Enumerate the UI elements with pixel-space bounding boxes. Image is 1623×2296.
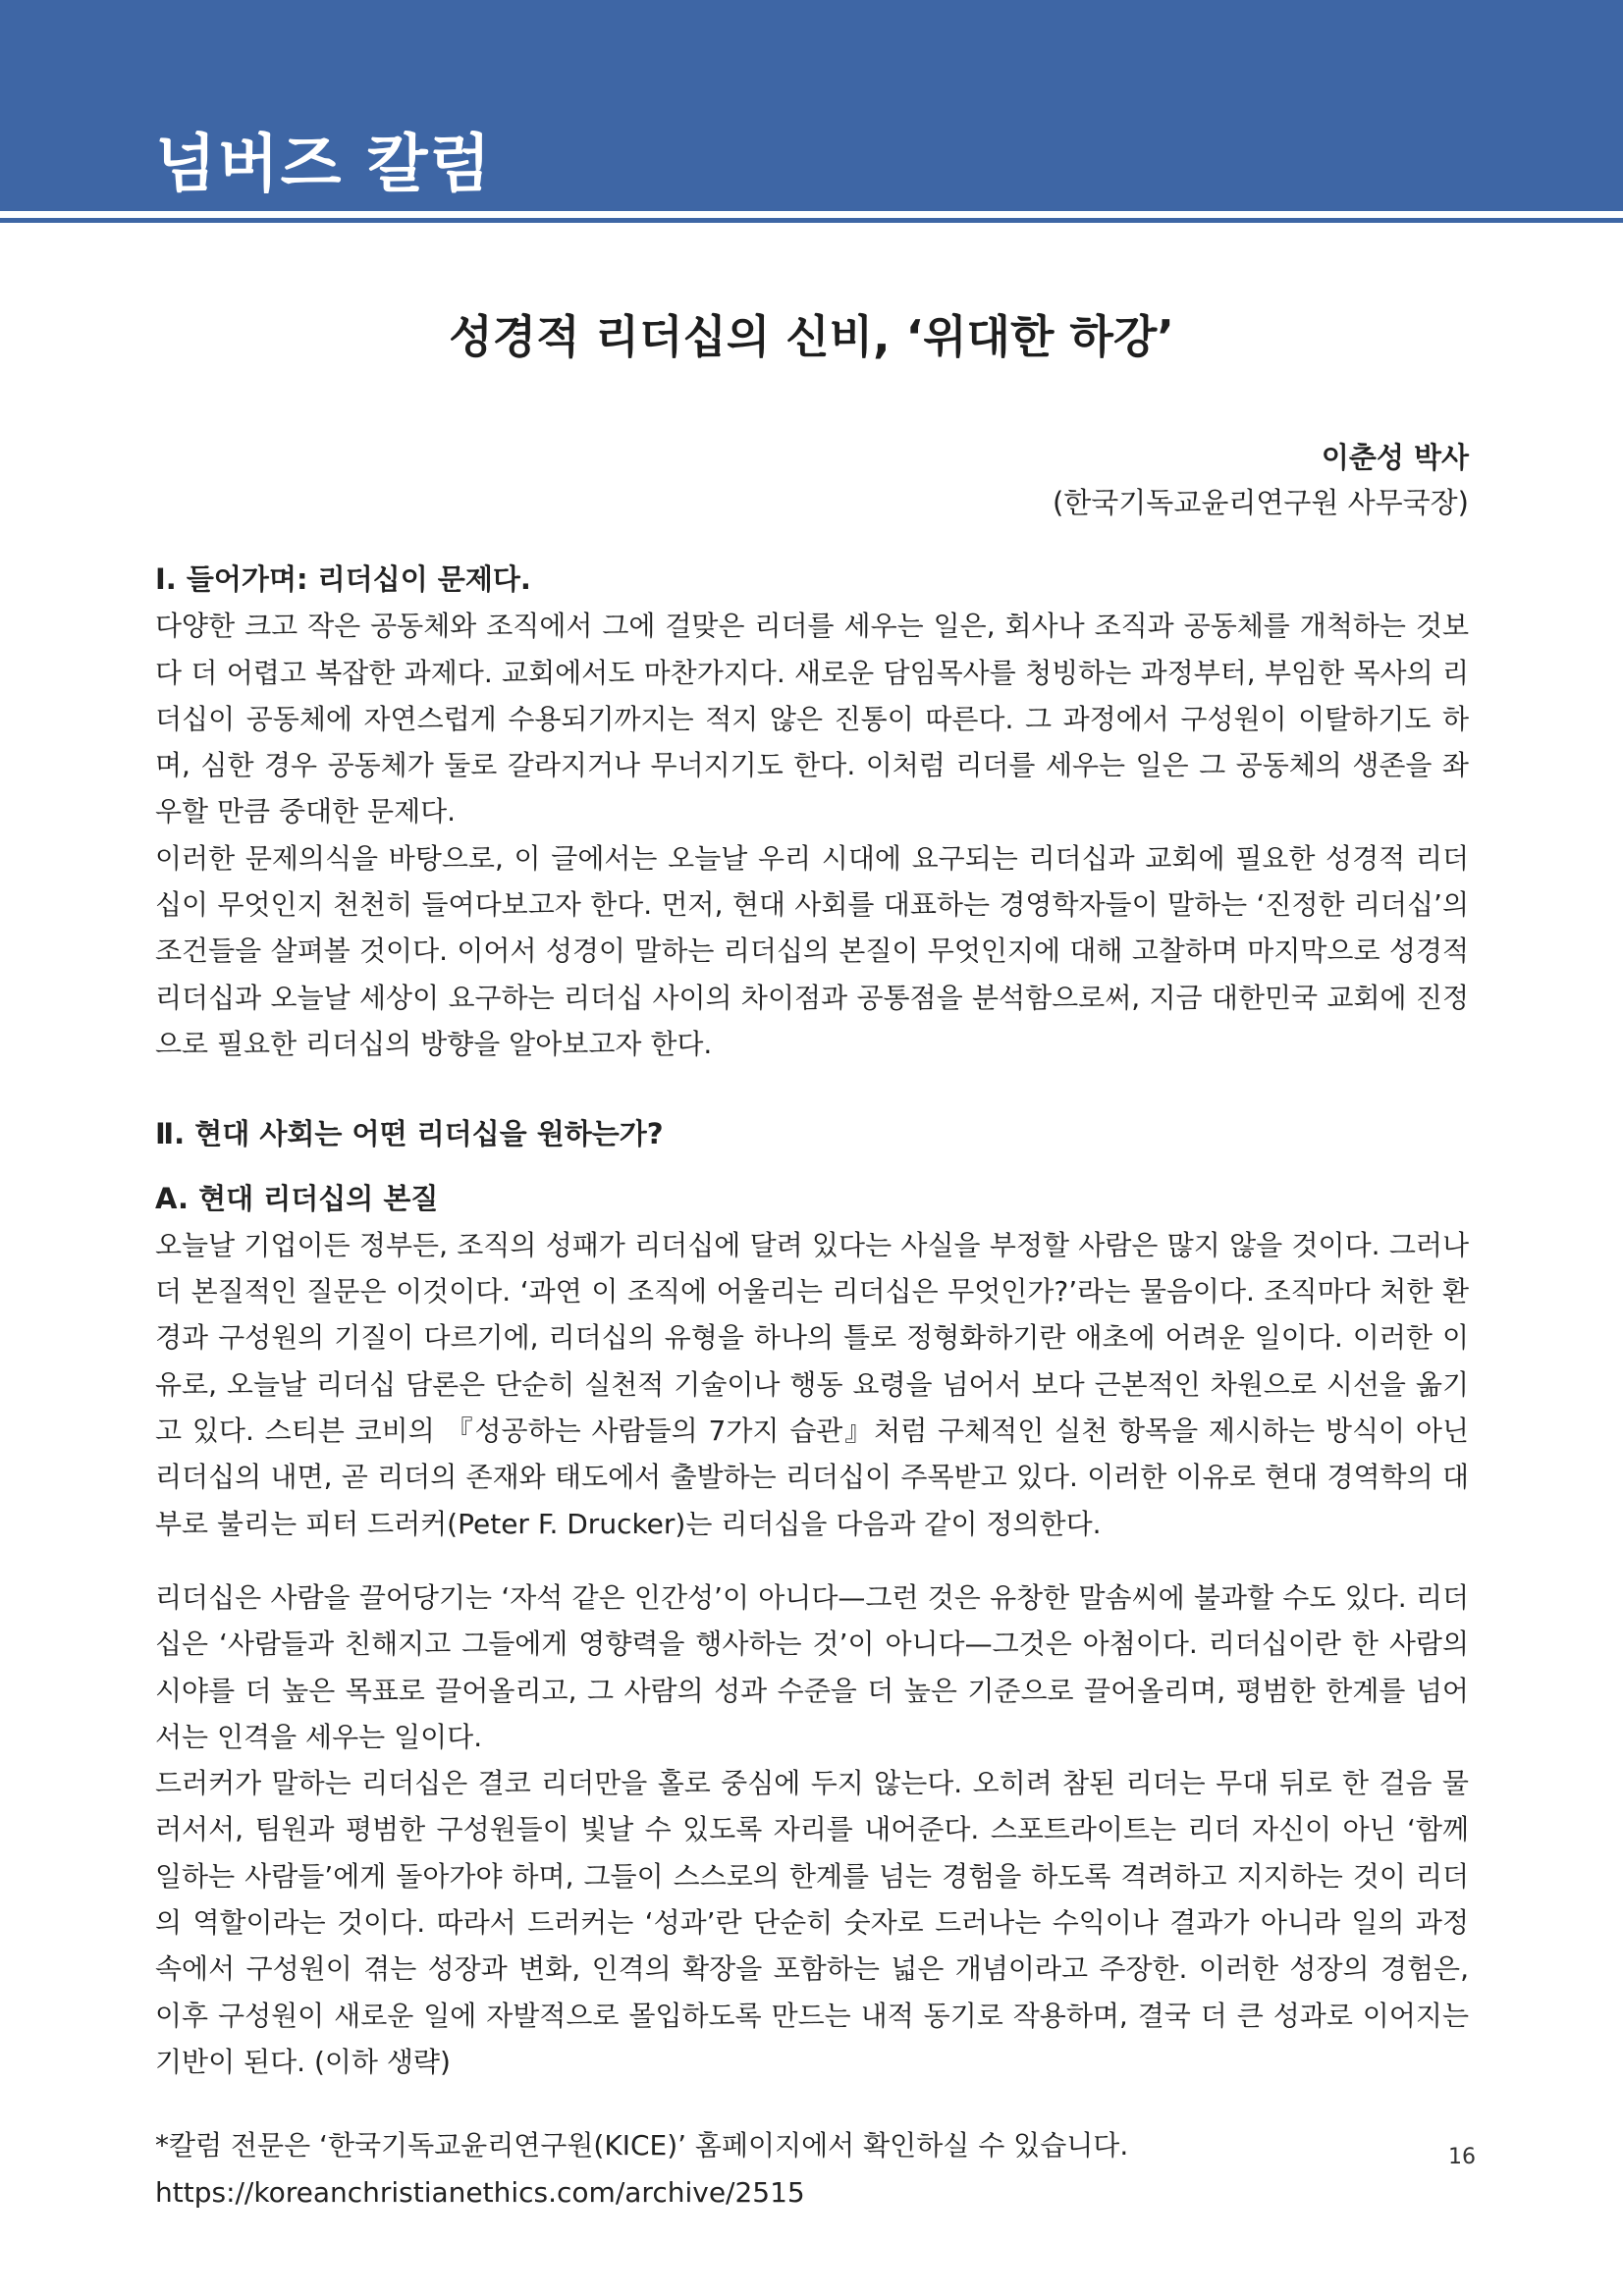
section-heading-1: Ⅰ. 들어가며: 리더십이 문제다. xyxy=(155,562,531,596)
paragraph: 드러커가 말하는 리더십은 결코 리더만을 홀로 중심에 두지 않는다. 오히려 참된 리더는 무대 뒤로 한 걸음 물러서서, 팀원과 평범한 구성원들이 빛날 수 있도록 자리를 내어준다. 스포트라이트는 리더 자신이 아닌 ‘함께 일하는 사람들’에게 돌아가야 하며, 그들이 스스로의 한계를 넘는 경험을 하도록 격려하고 지지하는 것이 리더의 역할이라는 것이다. 따라서 드러커는 ‘성과’란 단순히 숫자로 드러나는 수익이나 결과가 아니라 일의 과정 속에서 구성원이 겪는 성장과 변화, 인격의 확장을 포함하는 넓은 개념이라고 주장한. 이러한 성장의 경험은, 이후 구성원이 새로운 일에 자발적으로 몰입하도록 만드는 내적 동기로 작용하며, 결국 더 큰 성과로 이어지는 기반이 된다. (이하 생략) xyxy=(155,1767,1469,2078)
footer-note xyxy=(155,2122,1469,2216)
header-banner xyxy=(0,0,1623,211)
author-name: 이춘성 박사 xyxy=(1321,441,1469,474)
author-affiliation: (한국기독교윤리연구원 사무국장) xyxy=(1052,486,1469,519)
header-rule xyxy=(0,218,1623,223)
subsection-heading: A. 현대 리더십의 본질 xyxy=(155,1181,439,1215)
author-block xyxy=(1053,435,1469,525)
section-label: 넘버즈 칼럼 xyxy=(155,129,493,201)
paragraph: 이러한 문제의식을 바탕으로, 이 글에서는 오늘날 우리 시대에 요구되는 리더십과 교회에 필요한 성경적 리더십이 무엇인지 천천히 들여다보고자 한다. 먼저, 현대 사회를 대표하는 경영학자들이 말하는 ‘진정한 리더십’의 조건들을 살펴볼 것이다. 이어서 성경이 말하는 리더십의 본질이 무엇인지에 대해 고찰하며 마지막으로 성경적 리더십과 오늘날 세상이 요구하는 리더십 사이의 차이점과 공통점을 분석함으로써, 지금 대한민국 교회에 진정으로 필요한 리더십의 방향을 알아보고자 한다. xyxy=(155,841,1469,1060)
section-heading-2: Ⅱ. 현대 사회는 어떤 리더십을 원하는가? xyxy=(155,1117,664,1151)
archive-link[interactable]: https://koreanchristianethics.com/archive/2515 xyxy=(155,2175,805,2209)
quote-paragraph: 리더십은 사람을 끌어당기는 ‘자석 같은 인간성’이 아니다—그런 것은 유창한 말솜씨에 불과할 수도 있다. 리더십은 ‘사람들과 친해지고 그들에게 영향력을 행사하는 것’이 아니다—그것은 아첨이다. 리더십이란 한 사람의 시야를 더 높은 목표로 끌어올리고, 그 사람의 성과 수준을 더 높은 기준으로 끌어올리며, 평범한 한계를 넘어서는 인격을 세우는 일이다. xyxy=(155,1580,1469,1753)
article-title: 성경적 리더십의 신비, ‘위대한 하강’ xyxy=(449,310,1174,363)
paragraph: 다양한 크고 작은 공동체와 조직에서 그에 걸맞은 리더를 세우는 일은, 회사나 조직과 공동체를 개척하는 것보다 더 어렵고 복잡한 과제다. 교회에서도 마찬가지다. 새로운 담임목사를 청빙하는 과정부터, 부임한 목사의 리더십이 공동체에 자연스럽게 수용되기까지는 적지 않은 진통이 따른다. 그 과정에서 구성원이 이탈하기도 하며, 심한 경우 공동체가 둘로 갈라지거나 무너지기도 한다. 이처럼 리더를 세우는 일은 그 공동체의 생존을 좌우할 만큼 중대한 문제다. xyxy=(155,610,1469,828)
footer-note-text: *칼럼 전문은 ‘한국기독교윤리연구원(KICE)’ 홈페이지에서 확인하실 수 있습니다. xyxy=(155,2129,1129,2163)
page-number: 16 xyxy=(1448,2145,1476,2169)
article-body xyxy=(155,557,1469,2216)
paragraph: 오늘날 기업이든 정부든, 조직의 성패가 리더십에 달려 있다는 사실을 부정할 사람은 많지 않을 것이다. 그러나 더 본질적인 질문은 이것이다. ‘과연 이 조직에 어울리는 리더십은 무엇인가?’라는 물음이다. 조직마다 처한 환경과 구성원의 기질이 다르기에, 리더십의 유형을 하나의 틀로 정형화하기란 애초에 어려운 일이다. 이러한 이유로, 오늘날 리더십 담론은 단순히 실천적 기술이나 행동 요령을 넘어서 보다 근본적인 차원으로 시선을 옮기고 있다. 스티븐 코비의 『성공하는 사람들의 7가지 습관』처럼 구체적인 실천 항목을 제시하는 방식이 아닌 리더십의 내면, 곧 리더의 존재와 태도에서 출발하는 리더십이 주목받고 있다. 이러한 이유로 현대 경역학의 대부로 불리는 피터 드러커(Peter F. Drucker)는 리더십을 다음과 같이 정의한다. xyxy=(155,1228,1469,1540)
